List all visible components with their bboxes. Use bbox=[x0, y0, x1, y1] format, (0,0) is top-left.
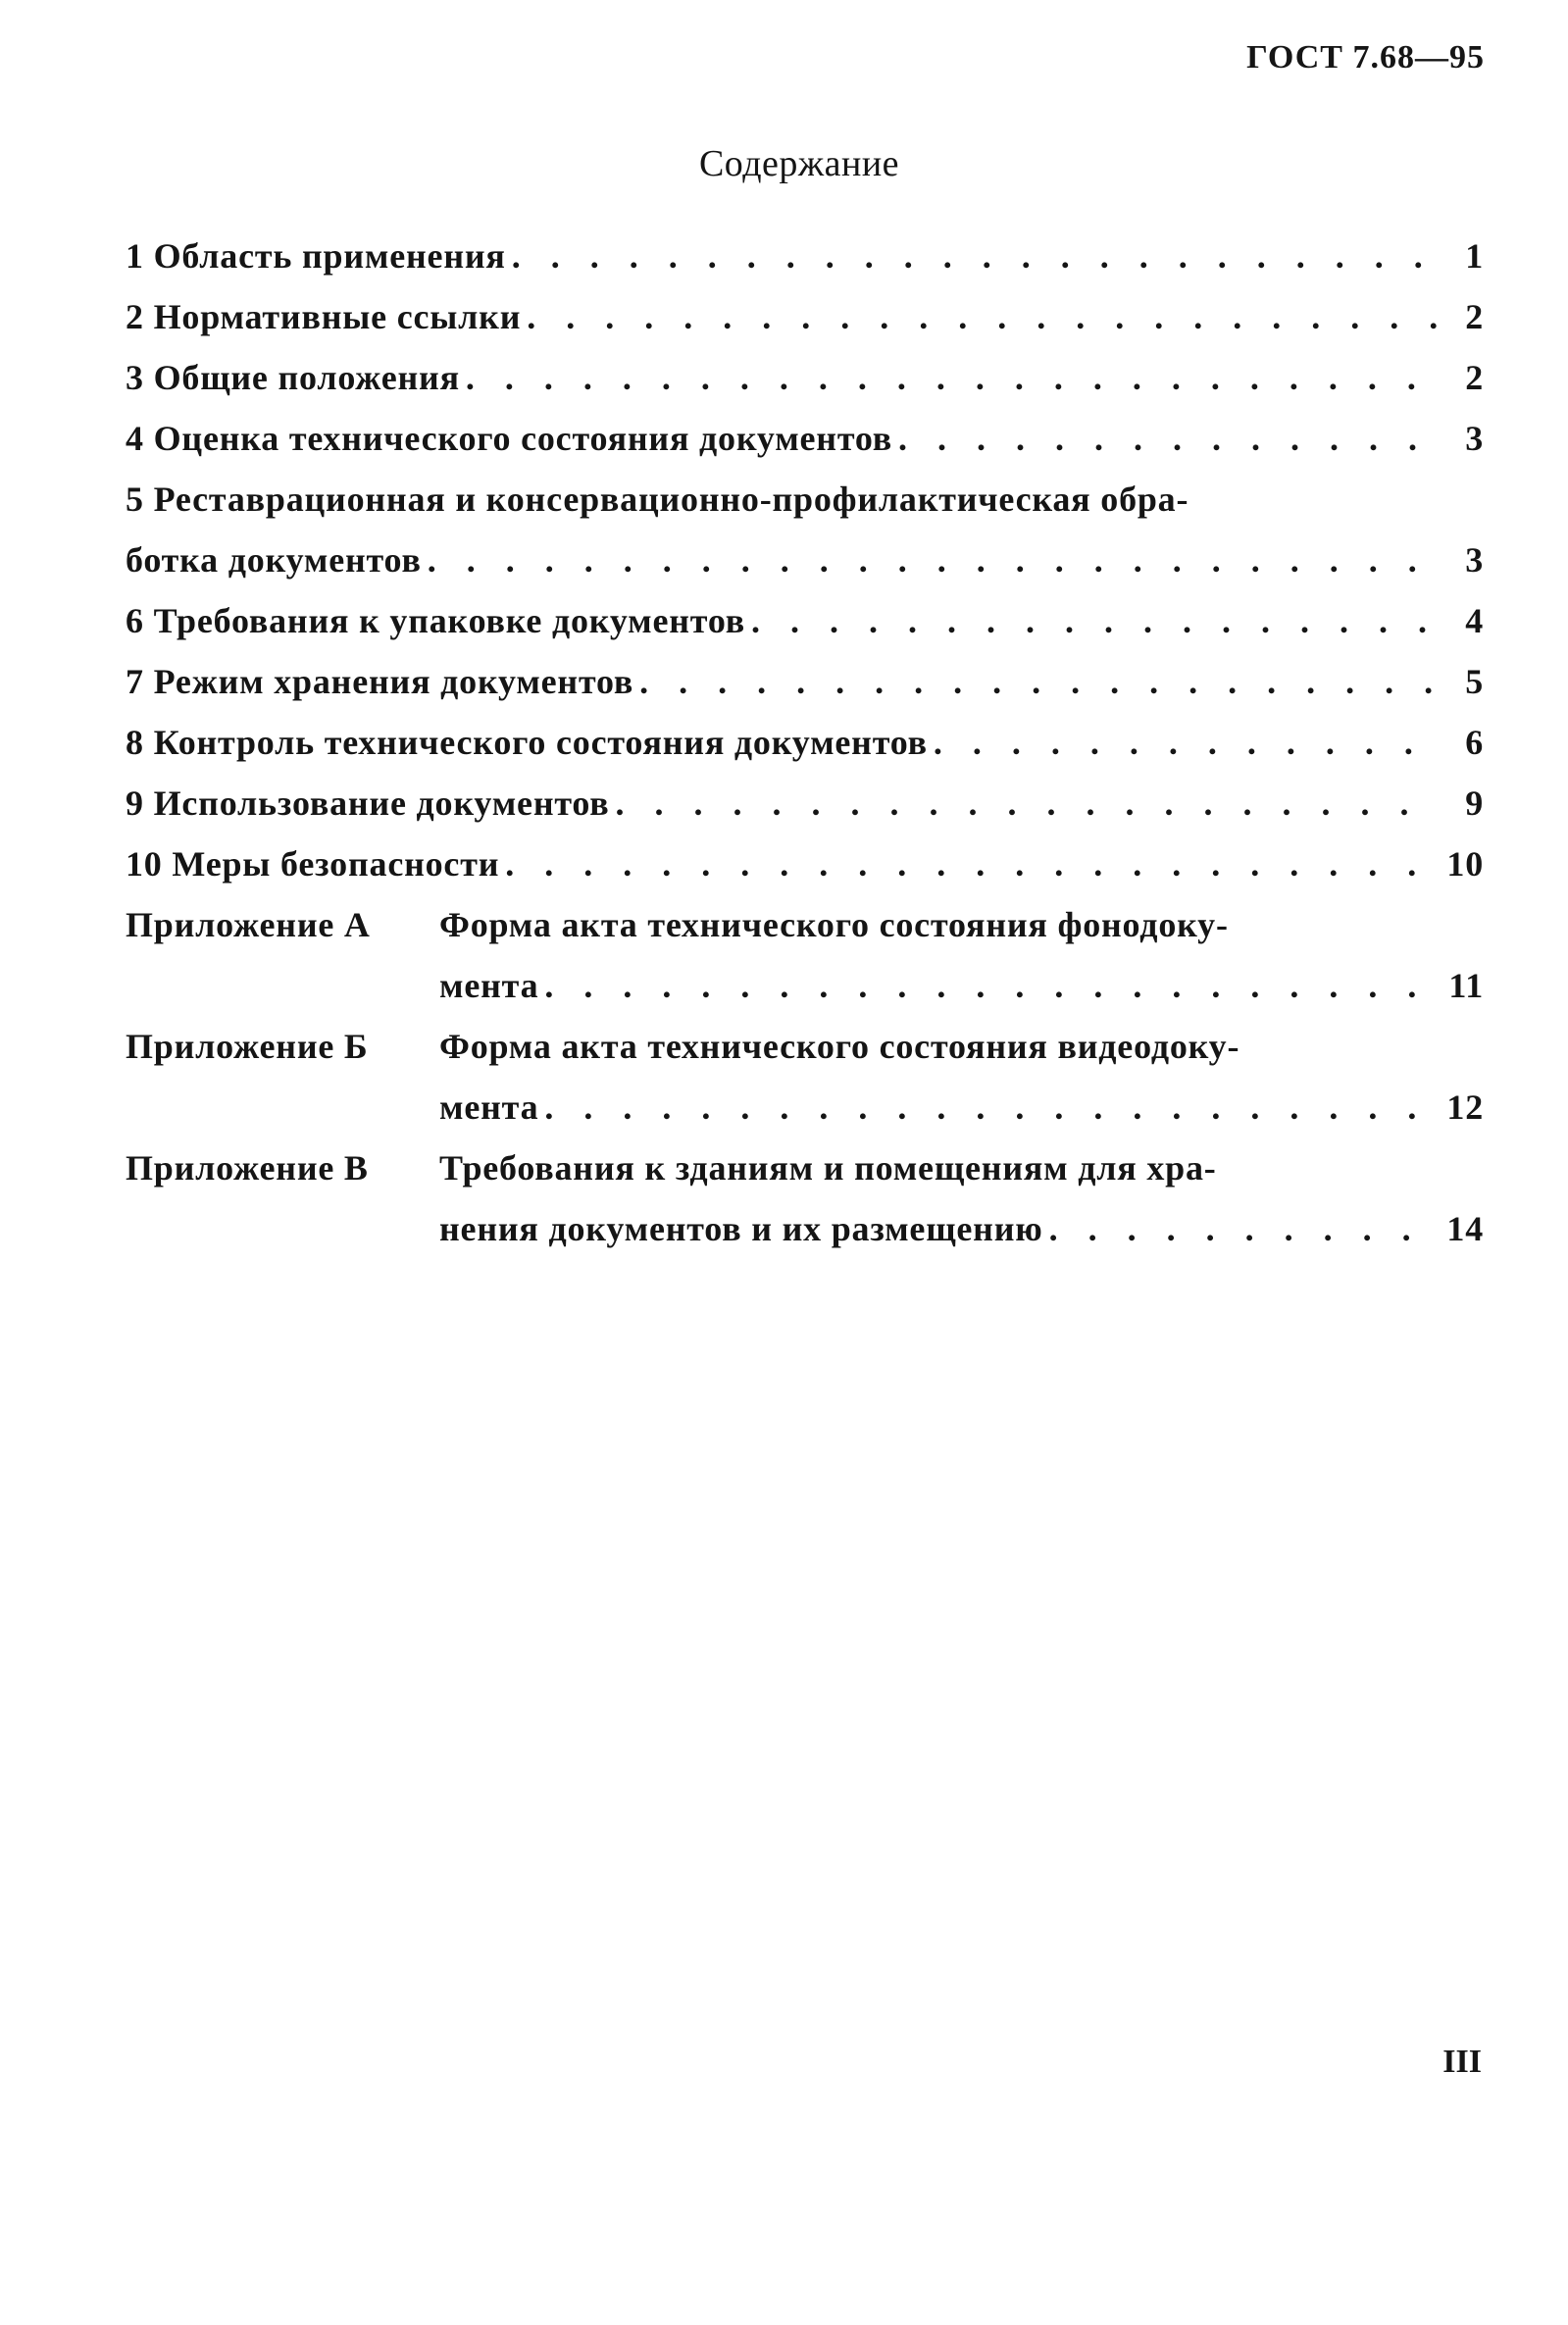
toc-entry-continuation[interactable] bbox=[126, 530, 1484, 590]
toc-entry-page: 1 bbox=[1465, 236, 1484, 276]
toc-entry-title: 3 Общие положения bbox=[126, 358, 460, 397]
table-of-contents bbox=[126, 226, 1484, 1259]
dot-leader bbox=[466, 347, 1439, 408]
toc-entry-page: 2 bbox=[1465, 297, 1484, 336]
appendix-title: Требования к зданиям и помещениям для хра- bbox=[439, 1148, 1217, 1188]
toc-entry-title: 10 Меры безопасности bbox=[126, 844, 500, 884]
toc-appendix-b-continuation[interactable] bbox=[126, 1077, 1484, 1137]
toc-entry-page: 12 bbox=[1446, 1087, 1484, 1127]
toc-entry-title: 2 Нормативные ссылки bbox=[126, 297, 522, 336]
toc-entry[interactable] bbox=[126, 286, 1484, 347]
dot-leader bbox=[544, 955, 1439, 1016]
dot-leader bbox=[512, 226, 1439, 286]
toc-entry-page: 4 bbox=[1465, 601, 1484, 640]
dot-leader bbox=[934, 712, 1439, 773]
appendix-label: Приложение В bbox=[126, 1148, 369, 1188]
appendix-title: Форма акта технического состояния видеодоку- bbox=[439, 1027, 1240, 1066]
toc-entry-page: 2 bbox=[1465, 358, 1484, 397]
toc-entry-page: 3 bbox=[1465, 540, 1484, 580]
toc-entry-page: 6 bbox=[1465, 723, 1484, 762]
toc-entry[interactable] bbox=[126, 408, 1484, 469]
toc-appendix-a[interactable] bbox=[126, 894, 1484, 955]
toc-entry-title: 5 Реставрационная и консервационно-профилактическая обра- bbox=[126, 480, 1189, 519]
dot-leader bbox=[898, 408, 1439, 469]
appendix-title: Форма акта технического состояния фонодоку- bbox=[439, 905, 1229, 944]
dot-leader bbox=[428, 530, 1439, 590]
toc-entry-title: 8 Контроль технического состояния документов bbox=[126, 723, 928, 762]
toc-entry[interactable] bbox=[126, 226, 1484, 286]
toc-entry-page: 3 bbox=[1465, 419, 1484, 458]
dot-leader bbox=[616, 773, 1439, 834]
toc-entry[interactable] bbox=[126, 590, 1484, 651]
toc-entry-page: 10 bbox=[1446, 844, 1484, 884]
toc-entry-title: 1 Область применения bbox=[126, 236, 506, 276]
toc-entry-page: 5 bbox=[1465, 662, 1484, 701]
toc-entry-page: 9 bbox=[1465, 783, 1484, 823]
toc-entry[interactable] bbox=[126, 347, 1484, 408]
toc-entry[interactable] bbox=[126, 834, 1484, 894]
toc-entry-title: 9 Использование документов bbox=[126, 783, 610, 823]
dot-leader bbox=[639, 651, 1439, 712]
toc-entry[interactable] bbox=[126, 651, 1484, 712]
appendix-title-continued: мента bbox=[439, 966, 539, 1005]
toc-entry-title: 7 Режим хранения документов bbox=[126, 662, 634, 701]
appendix-title-continued: нения документов и их размещению bbox=[439, 1209, 1043, 1248]
toc-entry-page: 11 bbox=[1448, 966, 1484, 1005]
appendix-title-continued: мента bbox=[439, 1087, 539, 1127]
page-number: III bbox=[1442, 2044, 1482, 2080]
toc-entry-line[interactable] bbox=[126, 469, 1484, 530]
toc-appendix-v[interactable] bbox=[126, 1137, 1484, 1198]
toc-entry-page: 14 bbox=[1446, 1209, 1484, 1248]
appendix-label: Приложение А bbox=[126, 905, 371, 944]
appendix-label: Приложение Б bbox=[126, 1027, 369, 1066]
dot-leader bbox=[1049, 1198, 1439, 1259]
document-code: ГОСТ 7.68—95 bbox=[1246, 39, 1485, 76]
dot-leader bbox=[505, 834, 1439, 894]
toc-appendix-a-continuation[interactable] bbox=[126, 955, 1484, 1016]
toc-entry-title-continued: ботка документов bbox=[126, 540, 422, 580]
toc-entry-title: 6 Требования к упаковке документов bbox=[126, 601, 745, 640]
toc-entry[interactable] bbox=[126, 712, 1484, 773]
toc-title: Содержание bbox=[698, 143, 900, 184]
dot-leader bbox=[751, 590, 1439, 651]
toc-entry-title: 4 Оценка технического состояния документов bbox=[126, 419, 892, 458]
toc-appendix-b[interactable] bbox=[126, 1016, 1484, 1077]
dot-leader bbox=[544, 1077, 1439, 1137]
toc-entry[interactable] bbox=[126, 773, 1484, 834]
dot-leader bbox=[527, 286, 1439, 347]
toc-appendix-v-continuation[interactable] bbox=[126, 1198, 1484, 1259]
